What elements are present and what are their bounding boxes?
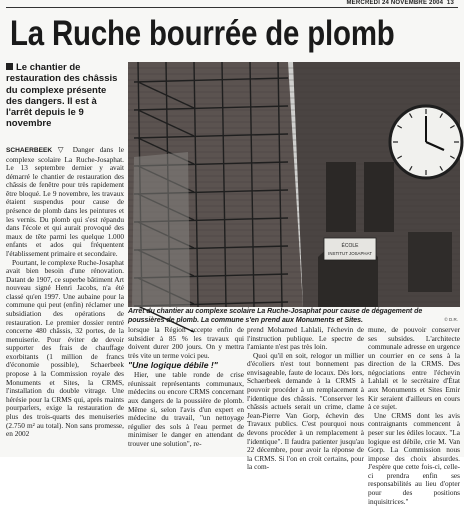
photo-window-1 xyxy=(326,162,356,232)
dateline-separator-icon: ▽ xyxy=(57,145,68,154)
lead-text: Le chantier de restauration des châssis du complexe présente des dangers. Il est à l'arrêt depuis le 9 novembre xyxy=(6,62,118,130)
photo-window-2 xyxy=(364,162,394,232)
article-column-1 xyxy=(6,146,124,457)
column-1-paragraph-2: Pourtant, le complexe Ruche-Josaphat avait bien besoin d'une rénovation. Datant de 1907, ce superbe bâtiment Art nouveau signé Henri Jacobs, n'a été classé qu'en 1997. Une aubaine pour la commune qui peut (enfin) réclamer une subsidiation des opérations de restauration. Le premier dossier rentré concerne 480 châssis, 32 portes, de la menuiserie. Pour éviter de devoir supporter des frais de chauffage exorbitants (1 million de francs d'économie possible), Schaerbeek propose à la Commission royale des Monuments et Sites, la CRMS, l'installation du double vitrage. Une hérésie pour la CRMS qui, après maints pourparlers, exige la restauration de plus des trois-quarts des menuiseries (2.750 m² au total). Non sans promesse, en 2002 xyxy=(6,257,124,439)
page-date-line xyxy=(346,0,454,6)
column-4-paragraph-1: mune, de pouvoir conserver ses subsides. L'architecte communale adresse en urgence un courrier en ce sens à la direction de la CRMS. Des négociations entre l'échevin Lahlali et le secrétaire d'État aux Monuments et Sites Emir Kir seraient d'ailleurs en cours à ce sujet. xyxy=(368,325,460,412)
column-2-paragraph-2: Hier, une table ronde de crise réunissait représentants communaux, médecins ou encore CRMS concernant aux dangers de la poussière de plomb. Même si, selon l'avis d'un expert en médecine du travail, "un nettoyage régulier des sols à l'eau permet de minimiser le danger en attendant de trouver une solution", re- xyxy=(128,370,244,448)
column-2-paragraph-1: lorsque la Région accepte enfin de subsidier à 85 % les travaux qui doivent durer 200 jours. On y mettra très vite un terme voici peu. xyxy=(128,325,244,360)
building-scaffold-photo xyxy=(128,62,460,307)
photo-credit: © D.R. xyxy=(444,317,458,322)
column-3-paragraph-1: prend Mohamed Lahlali, l'échevin de l'instruction publique. Le spectre de l'amiante n'est pas très loin. xyxy=(247,325,364,352)
article-photo xyxy=(128,62,460,307)
column-1-paragraph-1 xyxy=(6,146,124,259)
photo-scaffold-tarp xyxy=(132,152,190,307)
page-number: 13 xyxy=(446,0,454,6)
page-date: MERCREDI 24 NOVEMBRE 2004 xyxy=(346,0,444,6)
lead-bullet-icon xyxy=(6,63,13,70)
article-lead xyxy=(6,62,124,130)
paragraph-text: Danger dans le complexe scolaire La Ruche-Josaphat. Le 13 septembre dernier y avait démarré le chantier de restauration des châssis de fenêtre pour très rapidement être bloqué. Le 9 novembre, les travaux étaient suspendus pour cause de présence de plomb dans les peintures et les vernis. Du plomb qui s'est répandu dans l'école et qui aurait provoqué des maux de tête parmi les quelque 1.000 enfants et ados qui fréquentent l'établissement primaire et secondaire. xyxy=(6,145,125,258)
dateline: SCHAERBEEK xyxy=(6,147,53,154)
sign-line-1: ÉCOLE xyxy=(341,243,359,249)
article-headline: La Ruche bourrée de plomb xyxy=(10,14,395,53)
photo-caption: Arrêt du chantier au complexe scolaire La Ruche-Josaphat pour cause de dégagement de poussières de plomb. La commune s'en prend aux Monuments et Sites. xyxy=(128,308,423,324)
article-column-4 xyxy=(368,325,460,506)
sign-line-2: INSTITUT JOSAPHAT xyxy=(328,251,372,256)
column-3-paragraph-2: Quoi qu'il en soit, relogor un millier d'écoliers n'est tout bonnement pas envisageable, faute de locaux. Dès lors, Schaerbeek demande à la CRMS à pouvoir procéder à un remplacement à l'identique des châssis. "Conserver les châssis actuels serait un crime, clame Jean-Pierre Van Gorp, échevin des Travaux publics. C'est pourquoi nous devons procéder à un remplacement à l'identique". Il faudra patienter jusqu'au 22 décembre, pour avoir la réponse de la CRMS. Si l'on en croit certains, pour la com- xyxy=(247,350,364,472)
article-subhead: "Une logique débile !" xyxy=(128,360,218,371)
top-divider xyxy=(6,7,458,8)
photo-school-sign xyxy=(324,238,376,260)
column-4-paragraph-2: Une CRMS dont les avis contraignants commencent à peser sur les édiles locaux. "La logique est débile, crie M. Van Gorp. La Commission nous impose des choix absurdes. J'espère que cette fois-ci, celle-ci prendra enfin ses responsabilités au lieu d'opter pour des positions inquisitrices." xyxy=(368,410,460,506)
article-column-2 xyxy=(128,326,244,457)
photo-window-3 xyxy=(408,232,452,292)
article-column-3 xyxy=(247,325,364,472)
